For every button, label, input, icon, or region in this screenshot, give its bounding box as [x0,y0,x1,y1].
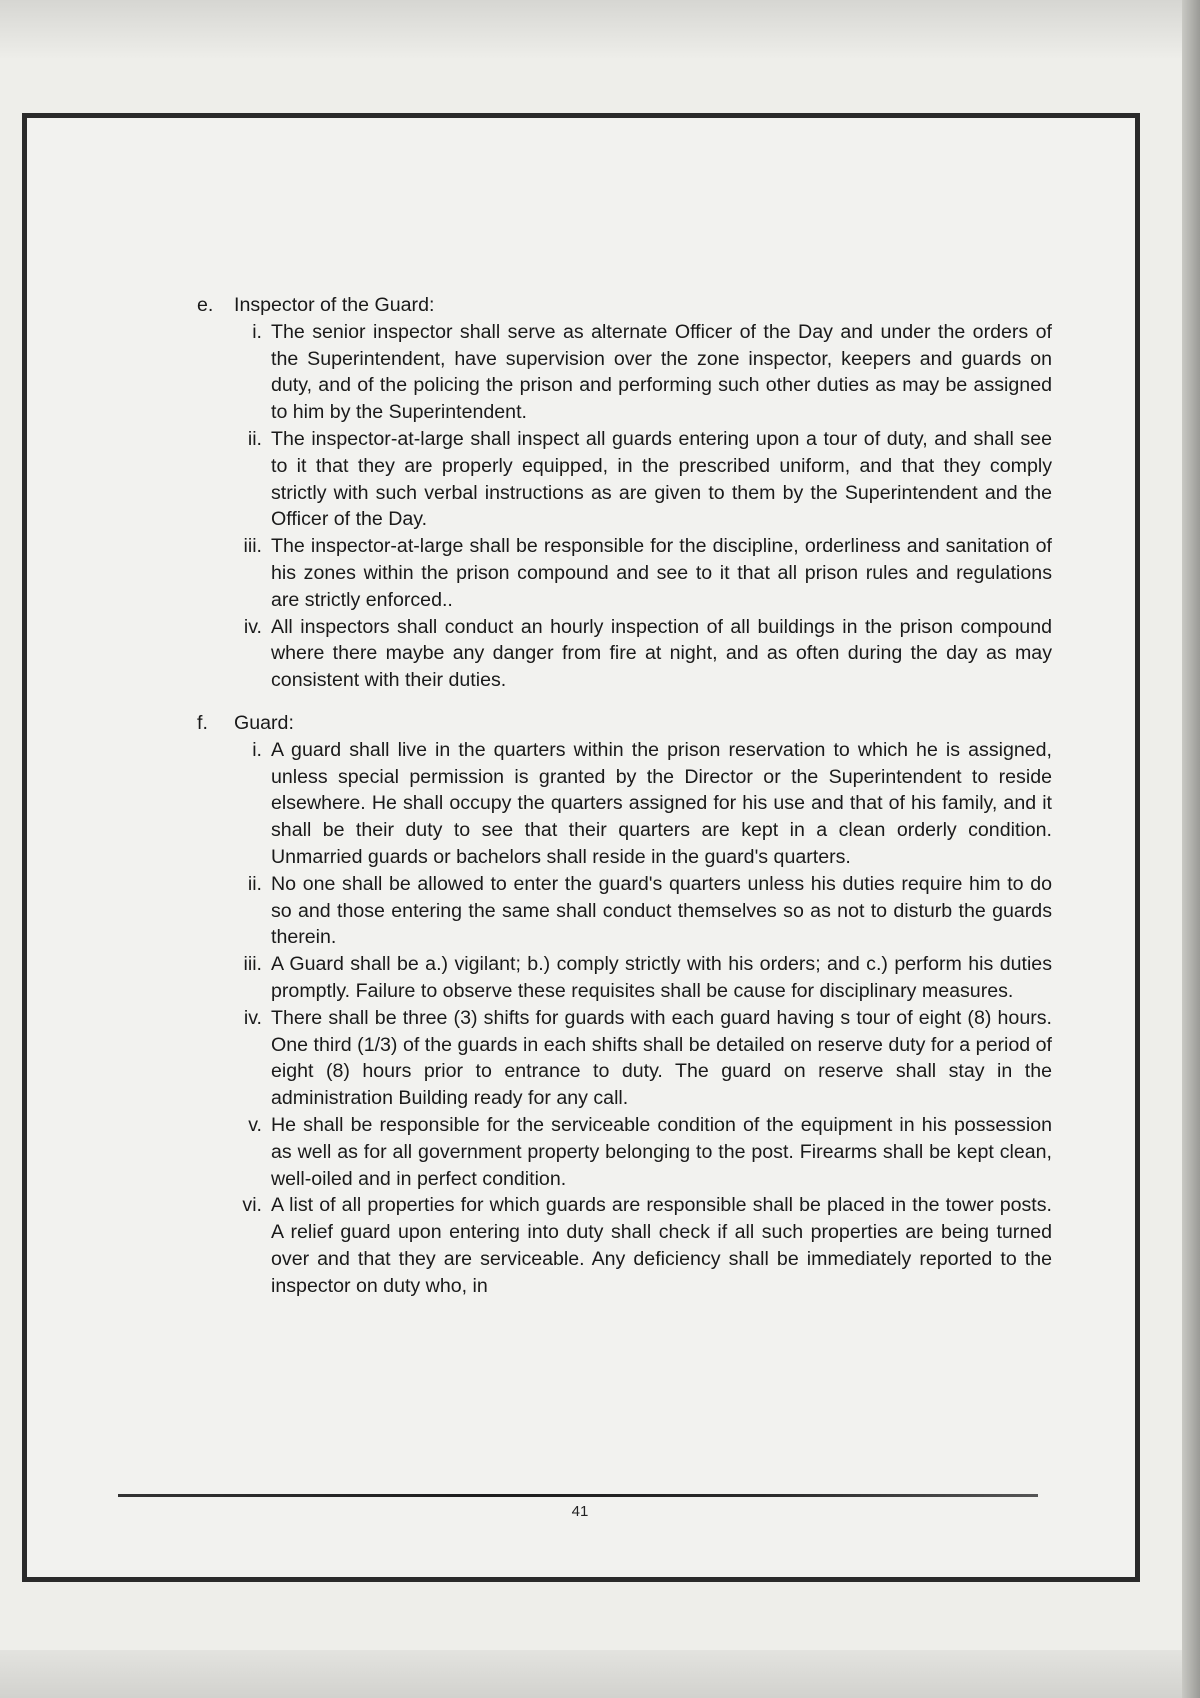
item-text: A guard shall live in the quarters within the prison reservation to which he is assigned, unless special permission is granted by the Director or the Superintendent to reside elsewhere. He shall occupy the quarters assigned for his use and that of his family, and it shall be their duty to see that their quarters are kept in a clean orderly condition. Unmarried guards or bachelors shall reside in the guard's quarters. [271,738,1052,868]
item-text: There shall be three (3) shifts for guards with each guard having s tour of eight (8) hours. One third (1/3) of the guards in each shifts shall be detailed on reserve duty for a period of eight (8) hours prior to entrance to duty. The guard on reserve shall stay in the administration Building ready for any call. [271,1006,1052,1110]
item-numeral: iv. [243,615,262,638]
list-item [235,737,1052,871]
item-numeral: i. [252,738,262,761]
item-text: A Guard shall be a.) vigilant; b.) comply strictly with his orders; and c.) perform his duties promptly. Failure to observe these requisites shall be cause for disciplinary measures. [271,953,1052,1002]
section-heading [197,292,1052,319]
scan-bottom-band [0,1650,1182,1698]
list-item [235,951,1052,1005]
section-item-list [200,319,1052,694]
list-item [235,614,1052,694]
section-title: Inspector of the Guard: [234,294,435,316]
item-numeral: iii. [243,535,262,558]
scan-top-shadow [0,0,1182,60]
item-numeral: iv. [243,1006,262,1029]
section-heading [197,710,1052,737]
item-text: The inspector-at-large shall inspect all guards entering upon a tour of duty, and shall see to it that they are properly equipped, in the prescribed uniform, and that they comply strictly with such verbal instructions as are given to them by the Superintendent and the Officer of the Day. [271,427,1052,531]
footer-rule [118,1494,1038,1497]
item-numeral: ii. [247,872,262,895]
document-body [197,292,1052,1315]
section-guard [197,710,1052,1300]
item-numeral: v. [248,1113,262,1136]
section-title: Guard: [234,711,294,734]
list-item [235,1112,1052,1192]
list-item [235,1192,1052,1299]
item-numeral: i. [252,320,262,343]
section-inspector-of-the-guard [197,292,1052,694]
list-item [235,533,1052,613]
item-text: A list of all properties for which guards are responsible shall be placed in the tower posts. A relief guard upon entering into duty shall check if all such properties are being turned over and that they are serviceable. Any deficiency shall be immediately reported to the inspector on duty who, in [271,1194,1052,1297]
section-item-list [200,737,1052,1300]
item-numeral: iii. [243,953,262,976]
section-letter: f. [197,711,208,734]
item-text: All inspectors shall conduct an hourly inspection of all buildings in the prison compound where there maybe any danger from fire at night, and as often during the day as may consistent with their duties. [271,615,1052,692]
list-item [235,1005,1052,1112]
list-item [235,426,1052,533]
item-text: He shall be responsible for the serviceable condition of the equipment in his possession as well as for all government property belonging to the post. Firearms shall be kept clean, well-oiled and in perfect condition. [271,1113,1052,1190]
item-text: No one shall be allowed to enter the guard's quarters unless his duties require him to do so and those entering the same shall conduct themselves so as not to disturb the guards therein. [271,872,1052,949]
section-letter: e. [197,294,214,316]
list-item [235,319,1052,426]
item-text: The inspector-at-large shall be responsible for the discipline, orderliness and sanitation of his zones within the prison compound and see to it that all prison rules and regulations are strictly enforced.. [271,535,1052,611]
list-item [235,871,1052,951]
item-numeral: ii. [247,427,262,450]
item-text: The senior inspector shall serve as alternate Officer of the Day and under the orders of the Superintendent, have supervision over the zone inspector, keepers and guards on duty, and of the policing the prison and performing such other duties as may be assigned to him by the Superintendent. [271,320,1052,424]
page-number: 41 [571,1503,589,1520]
scan-right-edge [1182,0,1200,1698]
item-numeral: vi. [242,1194,262,1217]
